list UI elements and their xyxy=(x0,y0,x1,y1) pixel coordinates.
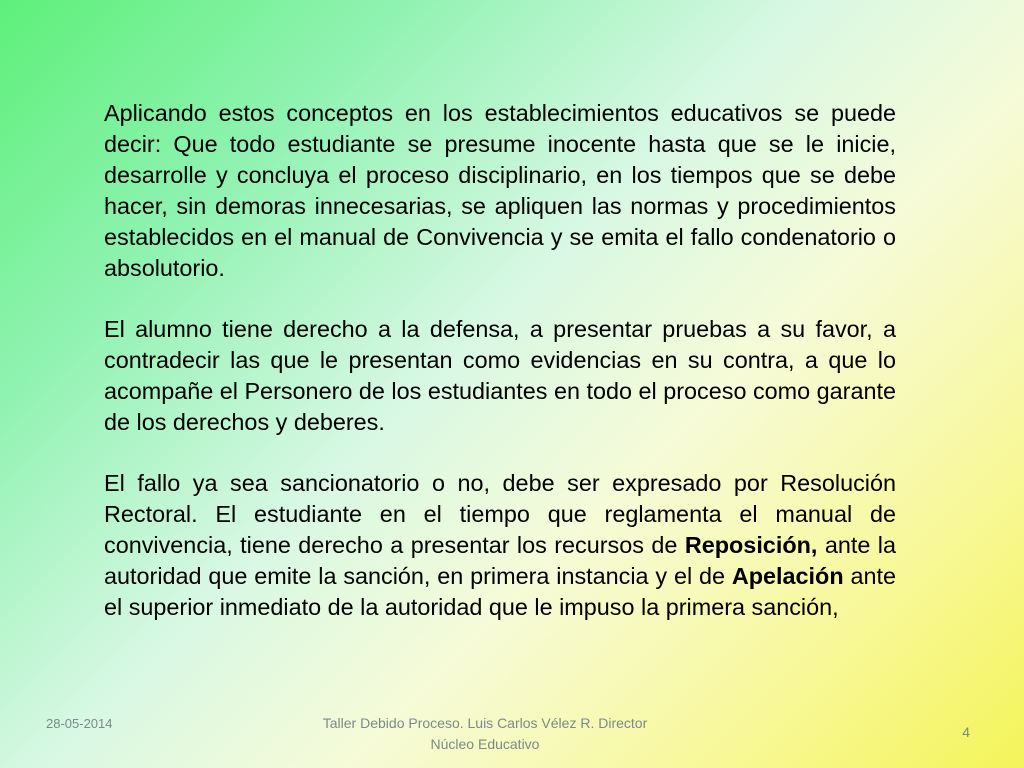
paragraph-ruling-text-3: ante el superior inmediato de la autoridad que le impuso la primera sanción, xyxy=(104,563,896,620)
term-apelacion: Apelación xyxy=(731,563,844,589)
term-reposicion: Reposición, xyxy=(684,532,818,558)
paragraph-right-to-defense: El alumno tiene derecho a la defensa, a presentar pruebas a su favor, a contradecir las que le presentan como evidencias en su contra, a que lo acompañe el Personero de los estudiantes en todo el proceso como garante de los derechos y deberes. xyxy=(104,316,896,435)
footer-title-line-2: Núcleo Educativo xyxy=(430,736,540,752)
paragraph-ruling-text-1: El fallo ya sea sancionatorio o no, debe ser expresado por Resolución Rectoral. El estudiante en el tiempo que reglamenta el manual de convivencia, tiene derecho a presentar los recursos de xyxy=(104,470,896,558)
slide-body xyxy=(104,98,896,623)
footer-page-number: 4 xyxy=(962,724,970,740)
paragraph-ruling-text-2: ante la autoridad que emite la sanción, en primera instancia y el de xyxy=(104,532,896,589)
paragraph-presumption-of-innocence: Aplicando estos conceptos en los establecimientos educativos se puede decir: Que todo estudiante se presume inocente hasta que se le inicie, desarrolle y concluya el proceso disciplinario, en los tiempos que se debe hacer, sin demoras innecesarias, se apliquen las normas y procedimientos establecidos en el manual de Convivencia y se emita el fallo condenatorio o absolutorio. xyxy=(104,100,896,281)
paragraph-ruling-and-appeals xyxy=(104,468,896,623)
footer-title xyxy=(290,713,680,755)
footer-title-line-1: Taller Debido Proceso. Luis Carlos Vélez R. Director xyxy=(322,715,648,731)
footer-date: 28-05-2014 xyxy=(46,716,113,731)
